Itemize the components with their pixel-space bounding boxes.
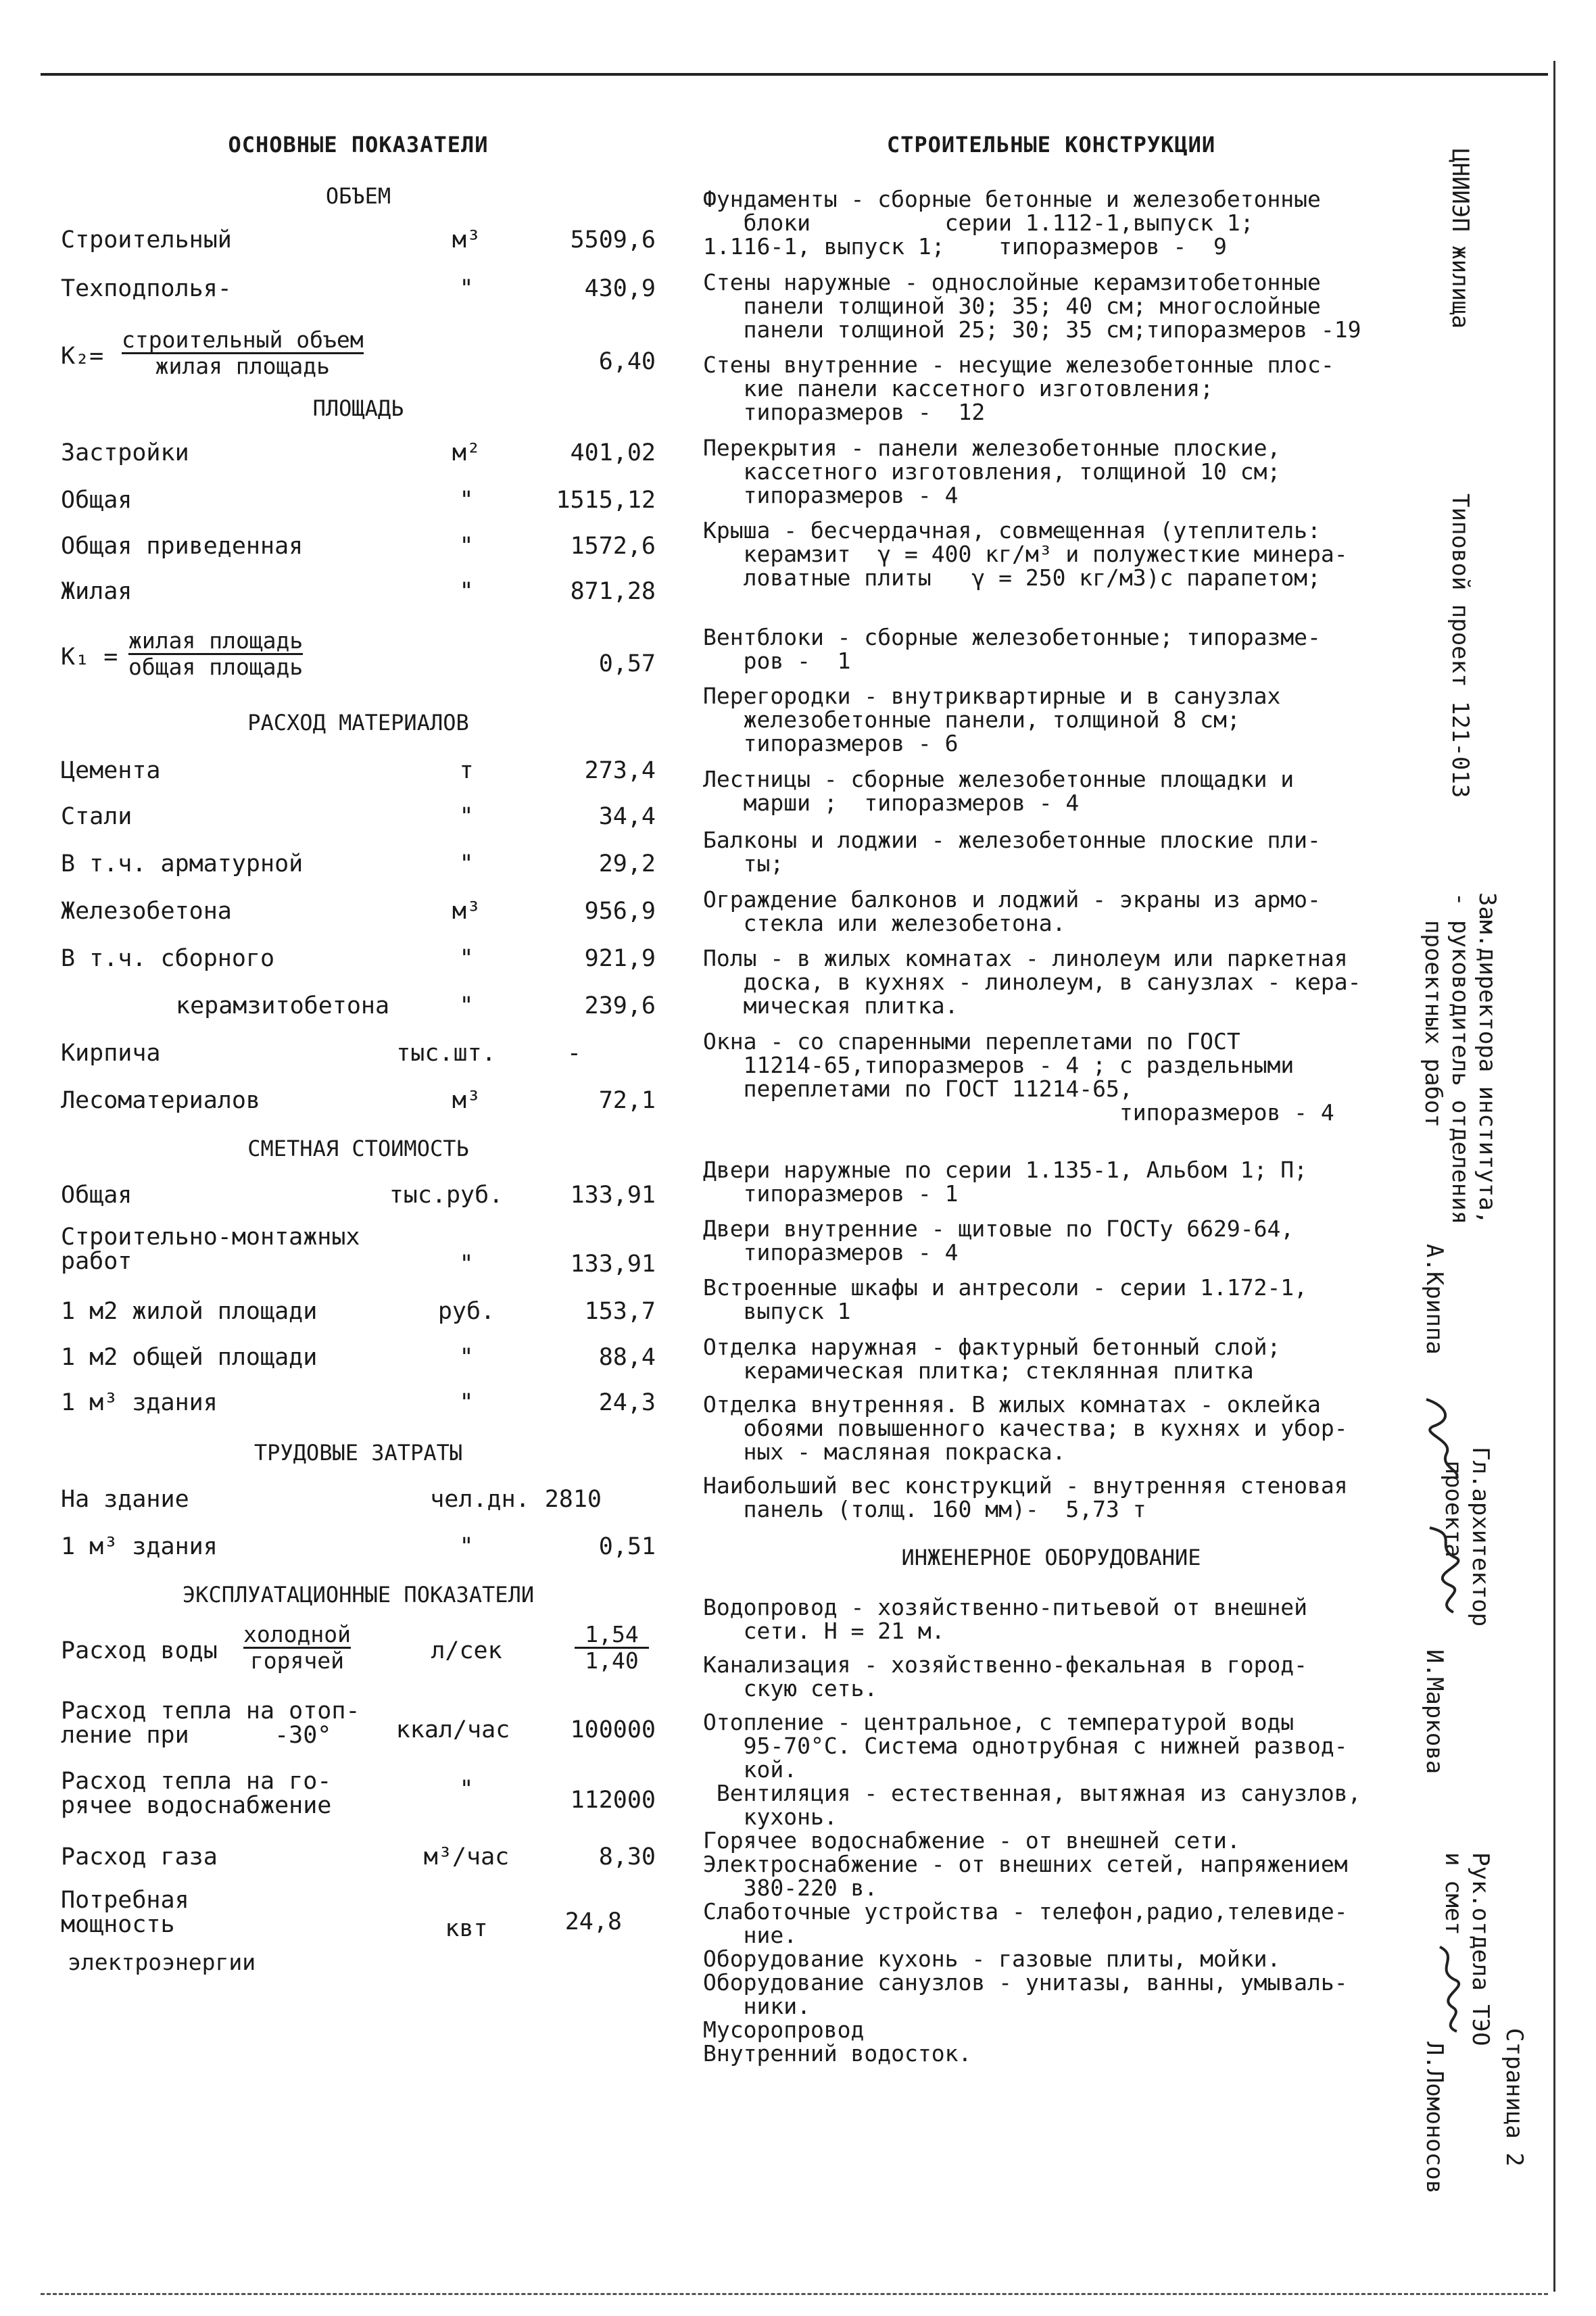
construction-paragraph: Отделка внутренняя. В жилых комнатах - оклейка обоями повышенного качества; в кухнях и убор- ных - масляная покраска. [703,1391,1348,1465]
k1-formula [61,629,656,690]
cost-title: СМЕТНАЯ СТОИМОСТЬ [247,1136,469,1161]
row-name: Строительный [61,226,232,254]
row-value: 133,91 [570,1182,656,1209]
construction-paragraph: Перегородки - внутриквартирные и в санузлах железобетонные панели, толщиной 8 см; типоразмеров - 6 [703,683,1281,756]
row-name: Железобетона [61,898,232,925]
row-unit: ккал/час [395,1716,510,1743]
row-name: На здание [61,1486,189,1513]
k1-fraction [128,629,303,679]
row-name: 1 м³ здания [61,1533,218,1560]
water-fraction [243,1622,351,1673]
frame-top-line [41,73,1548,76]
row-unit: м² [452,439,481,466]
indicator-row [61,898,656,929]
k2-formula [61,328,656,389]
title-block [1420,95,1555,2258]
row-unit: руб. [437,1298,495,1325]
indicator-row [61,1486,656,1517]
indicator-row [61,1389,656,1420]
k1-label: K₁ = [61,644,118,671]
row-unit: м³ [452,898,481,925]
row-name: Общая [61,1182,132,1209]
water-numerator: холодной [243,1621,351,1647]
construction-paragraph: Окна - со спаренными переплетами по ГОСТ 11214-65,типоразмеров - 4 ; с раздельными переплетами по ГОСТ 11214-65, типоразмеров - 4 [703,1028,1334,1126]
row-unit: " [459,1389,474,1416]
row-name: Расход тепла на отоп- ление при -30° [61,1697,360,1749]
row-value: 871,28 [570,578,656,605]
row-name: Строительно-монтажных работ [61,1224,360,1275]
indicator-row [61,275,656,306]
k1-denominator: общая площадь [128,654,304,680]
construction-paragraph: Двери внутренние - щитовые по ГОСТу 6629-64, типоразмеров - 4 [703,1215,1295,1265]
row-value: 5509,6 [570,226,656,254]
department-head-label: Рук.отдела ТЭО и смет [1440,1852,1494,2046]
k2-label: K₂= [61,343,104,370]
engineering-paragraph: Вентиляция - естественная, вытяжная из санузлов, кухонь. Горячее водоснабжение - от внешней сети. Электроснабжение - от внешних сетей, напряжением 380-220 в. Слаботочные устройства - телефон,радио,телевиде- ние. Оборудование кухонь - газовые плиты, мойки. Оборудование санузлов - унитазы, ванны, умываль- ники. Мусоропровод Внутренний водосток. [703,1780,1361,2067]
row-name: керамзитобетона [176,992,390,1019]
engineering-paragraph: Отопление - центральное, с температурой воды 95-70°С. Система однотрубная с нижней развод- кой. [703,1709,1348,1783]
row-value: 2810 [544,1486,602,1513]
row-value: 401,02 [570,439,656,466]
construction-paragraph: Стены внутренние - несущие железобетонные плос- кие панели кассетного изготовления; типоразмеров - 12 [703,352,1334,425]
row-unit: " [459,487,474,514]
indicator-row [61,1087,656,1118]
indicator-row [61,757,656,788]
construction-paragraph: Перекрытия - панели железобетонные плоские, кассетного изготовления, толщиной 10 см; типоразмеров - 4 [703,435,1281,508]
indicator-row [61,487,656,518]
construction-paragraph: Лестницы - сборные железобетонные площадки и марши ; типоразмеров - 4 [703,766,1295,816]
row-unit: тыс.шт. [396,1040,496,1067]
row-value: 921,9 [584,945,656,972]
row-name: Застройки [61,439,189,466]
row-name: Потребная мощность [61,1887,189,1938]
row-unit: м³ [452,226,481,254]
frame-bottom-line [41,2293,1548,2295]
k2-value: 6,40 [598,348,656,375]
k1-value: 0,57 [598,650,656,677]
water-values [575,1622,649,1673]
row-unit: " [459,945,474,972]
row-unit: " [459,1533,474,1560]
row-unit: квт [445,1915,488,1942]
materials-title: РАСХОД МАТЕРИАЛОВ [247,710,469,735]
row-unit: " [459,850,474,877]
construction-paragraph: Встроенные шкафы и антресоли - серии 1.172-1, выпуск 1 [703,1274,1308,1324]
row-unit: " [459,1776,474,1803]
indicator-row [61,1182,656,1213]
row-name: Кирпича [61,1040,161,1067]
row-value: 133,91 [570,1251,656,1278]
indicator-row [61,226,656,258]
indicator-row [61,850,656,882]
construction-paragraph: Фундаменты - сборные бетонные и железобетонные блоки серии 1.112-1,выпуск 1; 1.116-1, выпуск 1; типоразмеров - 9 [703,186,1321,260]
row-name: Жилая [61,578,132,605]
water-denominator: горячей [249,1647,345,1674]
indicator-row [61,992,656,1023]
power-tail: электроэнергии [68,1949,256,1975]
row-unit: м³ [452,1087,481,1114]
row-name: В т.ч. арматурной [61,850,304,877]
operation-title: ЭКСПЛУАТАЦИОННЫЕ ПОКАЗАТЕЛИ [182,1582,535,1608]
indicator-row [61,1533,656,1564]
signature-krippa [1420,1393,1467,1480]
water-value-cold: 1,54 [575,1622,649,1649]
row-value: 153,7 [584,1298,656,1325]
row-name: Общая приведенная [61,533,304,560]
k2-fraction [122,328,364,379]
row-value: 100000 [570,1716,656,1743]
indicator-row [61,1699,656,1753]
construction-paragraph: Наибольший вес конструкций - внутренняя стеновая панель (толщ. 160 мм)- 5,73 т [703,1472,1348,1522]
row-unit: " [459,578,474,605]
signature-markova [1420,1521,1474,1616]
row-value: - [566,1040,581,1067]
construction-paragraph: Двери наружные по серии 1.135-1, Альбом 1; П; типоразмеров - 1 [703,1157,1308,1207]
indicator-row [61,1888,656,1942]
construction-paragraph: Крыша - бесчердачная, совмещенная (утеплитель: керамзит γ = 400 кг/м³ и полужесткие минера- ловатные плиты γ = 250 кг/м3)с парапетом; [703,517,1348,591]
chief-architect-label: Гл.архитектор проекта [1440,1447,1494,1627]
indicator-row [61,1344,656,1375]
construction-title: СТРОИТЕЛЬНЫЕ КОНСТРУКЦИИ [886,132,1216,158]
row-value: 1572,6 [570,533,656,560]
row-unit: " [459,533,474,560]
volume-title: ОБЪЕМ [325,183,391,209]
row-value: 34,4 [598,803,656,830]
water-name: Расход воды [61,1637,218,1664]
area-title: ПЛОЩАДЬ [312,395,404,421]
row-value: 24,3 [598,1389,656,1416]
construction-paragraph: Отделка наружная - фактурный бетонный слой; керамическая плитка; стеклянная плитка [703,1334,1281,1384]
chief-architect-name: И.Маркова [1421,1649,1448,1775]
row-value: 8,30 [598,1843,656,1871]
k2-numerator: строительный объем [122,327,364,353]
row-value: 112000 [570,1787,656,1814]
row-value: 88,4 [598,1344,656,1371]
construction-paragraph: Полы - в жилых комнатах - линолеум или паркетная доска, в кухнях - линолеум, в санузлах - кера- мическая плитка. [703,945,1361,1019]
row-name: Цемента [61,757,161,784]
water-unit: л/сек [431,1637,502,1664]
row-unit: чел.дн. [430,1486,530,1513]
row-unit: тыс.руб. [389,1182,504,1209]
deputy-director-label: Зам.директора института, - руководитель отделения проектных работ [1420,892,1501,1225]
row-unit: " [459,1251,474,1278]
row-name: Расход тепла на го- рячее водоснабжение [61,1768,332,1819]
k1-numerator: жилая площадь [128,627,304,654]
construction-paragraph: Ограждение балконов и лоджий - экраны из армо- стекла или железобетона. [703,886,1321,936]
row-value: 24,8 [564,1908,622,1935]
indicator-row [61,439,656,471]
indicator-row [61,1225,656,1279]
row-unit: " [459,803,474,830]
row-unit: " [459,1344,474,1371]
construction-paragraph: Стены наружные - однослойные керамзитобетонные панели толщиной 30; 35; 40 см; многослойные панели толщиной 25; 30; 35 см;типоразмеров -19 [703,269,1361,343]
labor-title: ТРУДОВЫЕ ЗАТРАТЫ [253,1440,463,1466]
row-name: Техподполья- [61,275,232,302]
indicator-row [61,533,656,564]
row-name: Лесоматериалов [61,1087,261,1114]
row-value: 239,6 [584,992,656,1019]
indicator-row [61,578,656,609]
water-row [61,1622,656,1683]
row-unit: м³/час [423,1843,510,1871]
signature-lomonosov [1426,1940,1474,2035]
indicator-row [61,1298,656,1329]
row-value: 956,9 [584,898,656,925]
row-unit: " [459,275,474,302]
row-name: Общая [61,487,132,514]
row-name: Стали [61,803,132,830]
row-value: 29,2 [598,850,656,877]
indicator-row [61,1843,656,1875]
page-number: Страница 2 [1501,2028,1528,2167]
row-value: 1515,12 [556,487,656,514]
indicator-row [61,803,656,834]
main-indicators-title: ОСНОВНЫЕ ПОКАЗАТЕЛИ [228,132,489,158]
row-value: 273,4 [584,757,656,784]
row-value: 0,51 [598,1533,656,1560]
engineering-paragraph: Канализация - хозяйственно-фекальная в город- скую сеть. [703,1651,1308,1702]
construction-paragraph: Балконы и лоджии - железобетонные плоские пли- ты; [703,827,1321,877]
row-name: В т.ч. сборного [61,945,275,972]
indicator-row [61,945,656,976]
row-unit: " [459,992,474,1019]
deputy-director-name: А.Криппа [1421,1244,1448,1355]
row-name: 1 м³ здания [61,1389,218,1416]
row-name: Расход газа [61,1843,218,1871]
engineering-paragraph: Водопровод - хозяйственно-питьевой от внешней сети. Н = 21 м. [703,1594,1308,1644]
project-number: Типовой проект 121-013 [1447,493,1474,798]
k2-denominator: жилая площадь [155,353,330,379]
indicator-row [61,1769,656,1823]
row-name: 1 м2 общей площади [61,1344,318,1371]
indicator-row [61,1040,656,1071]
construction-paragraph: Вентблоки - сборные железобетонные; типоразме- ров - 1 [703,624,1321,674]
row-value: 72,1 [598,1087,656,1114]
row-unit: т [459,757,474,784]
department-head-name: Л.Ломоносов [1421,2042,1448,2194]
water-value-hot: 1,40 [585,1647,639,1674]
row-value: 430,9 [584,275,656,302]
engineering-title: ИНЖЕНЕРНОЕ ОБОРУДОВАНИЕ [901,1545,1201,1570]
institute-name: ЦНИИЭП жилища [1447,149,1474,329]
row-name: 1 м2 жилой площади [61,1298,318,1325]
